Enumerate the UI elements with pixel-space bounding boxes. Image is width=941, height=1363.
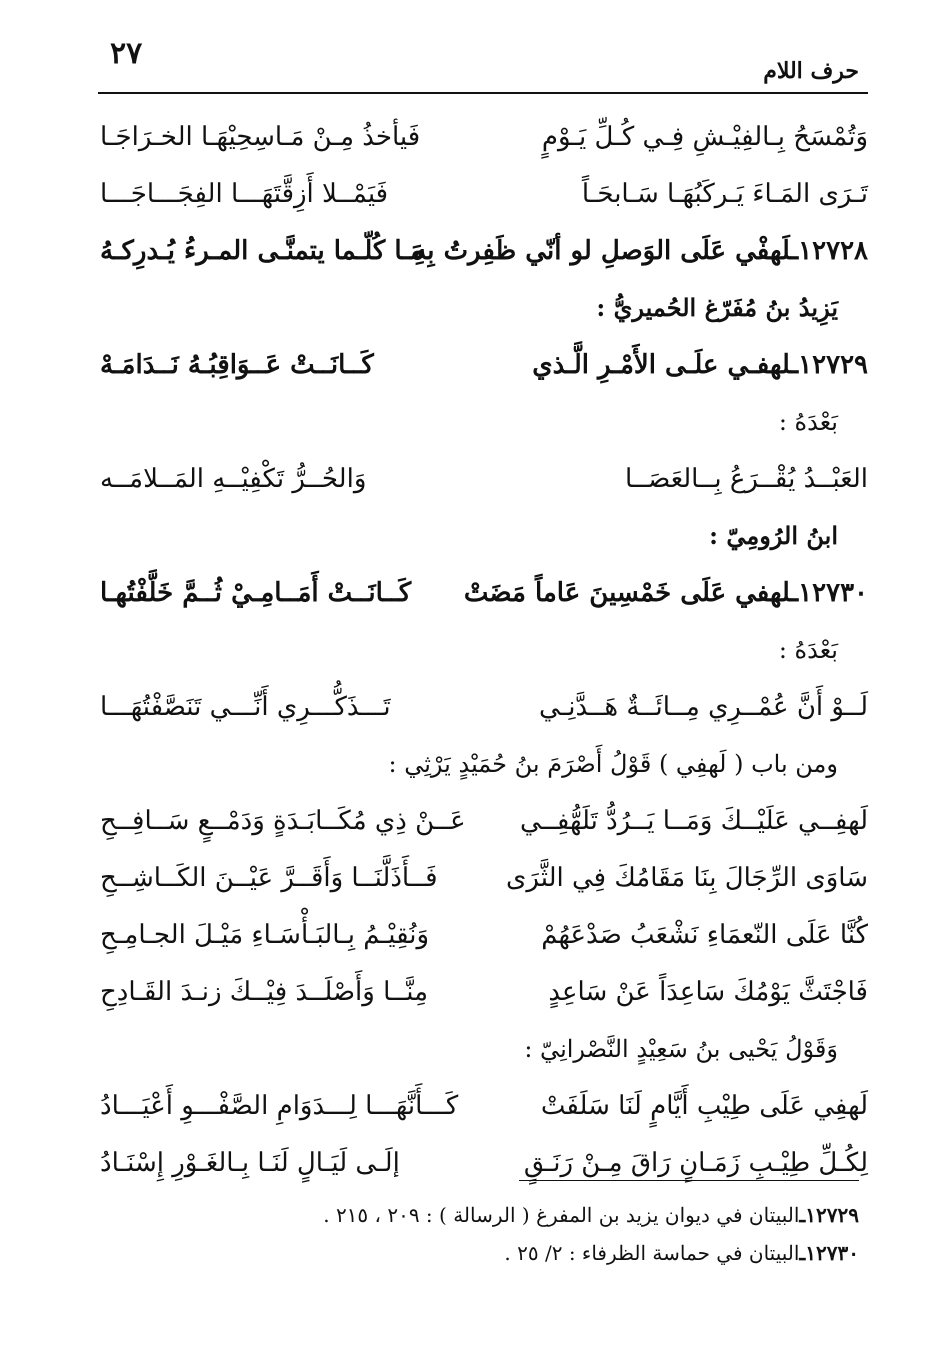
footnote: [99, 1234, 859, 1272]
entry-first-hemistich: [468, 350, 868, 380]
footnote: [99, 1196, 859, 1234]
verse-first-hemistich: سَاوَى الرِّجَالَ بِنَا مَقَامُكَ فِي الثَّرَى: [506, 862, 868, 893]
entry-first-hemistich: [413, 235, 868, 266]
entry-number: ١٢٧٣٠ـ: [790, 577, 868, 608]
verse: [100, 849, 868, 906]
footnote-rule: [519, 1180, 859, 1181]
entry-12730: [100, 564, 868, 621]
footnotes: [99, 1196, 859, 1272]
entry-first-hemistich: [463, 577, 868, 608]
entry-first-text: لهفـي علَـى الأَمْـرِ الَّـذي: [532, 349, 791, 380]
verse: [100, 450, 868, 507]
footnote-number: ١٢٧٢٩ـ: [799, 1203, 859, 1227]
verse: [100, 1134, 868, 1191]
page-number: ٢٧: [110, 36, 143, 71]
header-rule: [98, 92, 868, 94]
poet-attribution: يَزِيدُ بنُ مُفَرّغ الحُميريُّ :: [596, 293, 838, 322]
entry-first-text: لهفي عَلَى خَمْسِينَ عَاماً مَضَتْ: [463, 577, 791, 608]
verse-first-hemistich: لَهفِــي عَلَيْــكَ وَمَــا يَــرُدُّ تَلَهُّفِــي: [519, 805, 868, 836]
verse-first-hemistich: لِكُـلِّ طِيْـبِ زَمَـانٍ رَاقَ مِـنْ رَنَـقٍ: [523, 1147, 868, 1178]
entry-second-hemistich: مَـا كُلّـما يتمنَّـى المـرءُ يُـدرِكـهُ: [100, 235, 424, 266]
entry-number: ١٢٧٢٩ـ: [790, 349, 868, 380]
verse-second-hemistich: وَالحُــرُّ تَكْفِيْــهِ المَــلامَــه: [100, 463, 367, 494]
verse-second-hemistich: فَيَمْــلا أَزِقَّتَهَـــا الفِجَـــاجَـــا: [100, 178, 389, 209]
verse: [100, 1077, 868, 1134]
continuation-label: بَعْدَهُ :: [778, 635, 838, 664]
verse-first-hemistich: لَــوْ أَنَّ عُمْــرِي مِــائَــةٌ هَــدَّنِـي: [538, 691, 868, 722]
verse-first-hemistich: لَهفِي عَلَى طِيْبِ أَيَّامٍ لَنَا سَلَفَتْ: [540, 1090, 868, 1121]
verse-second-hemistich: وَنُقِيْـمُ بِـالبَـأْسَـاءِ مَيْـلَ الجـامِـحِ: [100, 919, 430, 950]
entry-second-hemistich: كَــانَــتْ عَــوَاقِبُـهُ نَــدَامَـهْ: [100, 349, 374, 380]
verse-first-hemistich: كُنَّا عَلَى النّعمَاءِ نَشْعَبُ صَدْعَهُمْ: [541, 919, 868, 950]
section-intro: ومن باب ( لَهفِي ) قَوْلُ أَصْرَمَ بنُ حُمَيْدٍ يَرْثِي :: [388, 749, 838, 778]
verse: [100, 165, 868, 222]
entry-12728: [100, 222, 868, 279]
main-text: [100, 108, 868, 1191]
entry-number: ١٢٧٢٨ـ: [790, 235, 868, 266]
verse-second-hemistich: إلَـى لَيَـالٍ لَنَـا بِـالغَـوْرِ إِسْنَـادُ: [100, 1147, 400, 1178]
verse: [100, 906, 868, 963]
verse-first-hemistich: وَتُمْسَحُ بِـالفِيْـشِ فِـي كُـلِّ يَـوْمٍ: [541, 121, 868, 152]
entry-first-text: لَهفْي عَلَى الوَصلِ لو أنّي ظَفِرتُ بِهِ: [413, 235, 791, 266]
verse-second-hemistich: عَــنْ ذِي مُكَــابَـدَةٍ وَدَمْــعٍ سَــافِــحِ: [100, 805, 466, 836]
section-intro: وَقَوْلُ يَحْيى بنُ سَعِيْدٍ النَّصْرانِيّ :: [524, 1034, 838, 1063]
verse-second-hemistich: فَيأخذُ مِـنْ مَـاسِحِيْهَـا الخـرَاجَـا: [100, 121, 421, 152]
footnote-text: البيتان في حماسة الظرفاء : ٢/ ٢٥ .: [504, 1241, 800, 1265]
verse-first-hemistich: تَـرَى المَـاءَ يَـركَبُهَـا سَـابحَـاً: [581, 178, 868, 209]
entry-second-hemistich: كَــانَــتْ أَمَــامِـيْ ثُــمَّ خَلَّفْتُهـا: [100, 577, 412, 608]
verse-first-hemistich: فَاجْتَثَّ يَوْمُكَ سَاعِدَاً عَنْ سَاعِدٍ: [548, 976, 868, 1007]
verse-second-hemistich: فَــأَذَلَّنَــا وَأَقَــرَّ عَيْــنَ الكَــاشِــحِ: [100, 862, 438, 893]
verse-second-hemistich: كَـــأَنَّهَـــا لِـــدَوَامِ الصَّفْـــوِ أَعْيَـــادُ: [100, 1090, 459, 1121]
entry-12729: [100, 336, 868, 393]
footnote-number: ١٢٧٣٠ـ: [799, 1241, 859, 1265]
footnote-text: البيتان في ديوان يزيد بن المفرغ ( الرسالة ) : ٢٠٩ ، ٢١٥ .: [323, 1203, 800, 1227]
verse-second-hemistich: تَـــذَكُّـــرِي أَنِّـــي تَنَصَّفْتُهَـــا: [100, 691, 391, 722]
verse: [100, 678, 868, 735]
verse: [100, 792, 868, 849]
poet-attribution: ابنُ الرُومِيّ :: [709, 521, 838, 550]
verse: [100, 963, 868, 1020]
continuation-label: بَعْدَهُ :: [778, 407, 838, 436]
running-header: حرف اللام: [763, 58, 859, 84]
verse-first-hemistich: العَبْــدُ يُقْــرَعُ بِــالعَصَــا: [625, 463, 868, 494]
verse: [100, 108, 868, 165]
verse-second-hemistich: مِنَّــا وَأَصْلَــدَ فِيْــكَ زنـدَ القَـادِحِ: [100, 976, 429, 1007]
